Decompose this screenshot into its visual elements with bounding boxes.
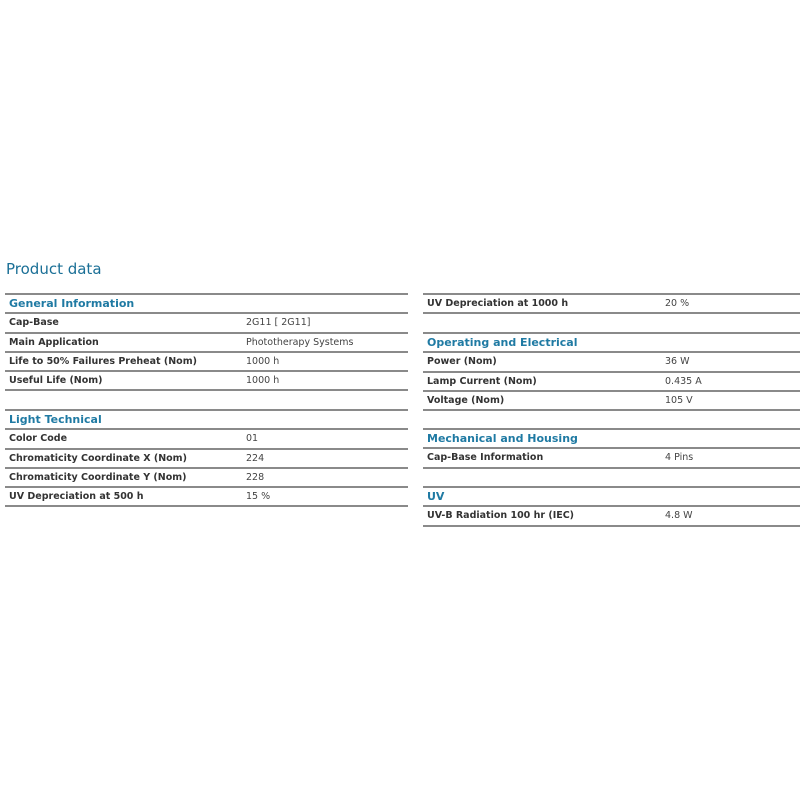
row-value: 20 % <box>665 298 690 309</box>
row-label: Power (Nom) <box>427 356 497 368</box>
table-row <box>423 351 800 370</box>
light-technical-table <box>5 409 408 507</box>
table-row <box>423 505 800 526</box>
table-row <box>5 351 408 370</box>
row-value: 15 % <box>246 491 271 503</box>
operating-electrical-table <box>423 332 800 411</box>
row-label: Voltage (Nom) <box>427 394 505 406</box>
row-value: 228 <box>246 471 265 483</box>
row-label: Color Code <box>9 433 68 445</box>
row-label: UV-B Radiation 100 hr (IEC) <box>427 510 575 522</box>
row-label: Cap-Base <box>9 317 59 329</box>
row-value: 1000 h <box>246 375 280 387</box>
section-heading: Mechanical and Housing <box>423 428 800 447</box>
row-value: 4.8 W <box>665 510 693 522</box>
table-row <box>5 312 408 331</box>
table-row <box>423 447 800 468</box>
general-information-table <box>5 293 408 391</box>
section-heading: General Information <box>5 293 408 312</box>
row-label: Chromaticity Coordinate X (Nom) <box>9 452 187 464</box>
row-value: 36 W <box>665 356 690 368</box>
row-label: Life to 50% Failures Preheat (Nom) <box>9 355 197 367</box>
section-heading: Light Technical <box>5 409 408 428</box>
table-row <box>5 332 408 351</box>
row-value: 4 Pins <box>665 452 694 464</box>
table-row <box>5 486 408 507</box>
table-row <box>5 370 408 391</box>
row-value: 01 <box>246 433 259 445</box>
row-label: Main Application <box>9 336 99 348</box>
table-row <box>423 293 800 314</box>
row-value: 1000 h <box>246 355 280 367</box>
row-label: Lamp Current (Nom) <box>427 375 537 387</box>
row-label: UV Depreciation at 1000 h <box>427 298 569 309</box>
row-value: 105 V <box>665 394 693 406</box>
table-row <box>5 448 408 467</box>
uv-table <box>423 486 800 527</box>
table-row <box>5 467 408 486</box>
row-label: Chromaticity Coordinate Y (Nom) <box>9 471 187 483</box>
table-row <box>423 371 800 390</box>
row-value: 0.435 A <box>665 375 702 387</box>
light-technical-continued-table <box>423 293 800 314</box>
table-row <box>5 428 408 447</box>
row-value: Phototherapy Systems <box>246 336 354 348</box>
section-heading: Operating and Electrical <box>423 332 800 351</box>
table-row <box>423 390 800 411</box>
section-heading: UV <box>423 486 800 505</box>
row-label: Useful Life (Nom) <box>9 375 103 387</box>
row-value: 2G11 [ 2G11] <box>246 317 311 329</box>
row-label: Cap-Base Information <box>427 452 544 464</box>
row-value: 224 <box>246 452 265 464</box>
mechanical-housing-table <box>423 428 800 469</box>
row-label: UV Depreciation at 500 h <box>9 491 144 503</box>
page-title: Product data <box>6 260 102 278</box>
